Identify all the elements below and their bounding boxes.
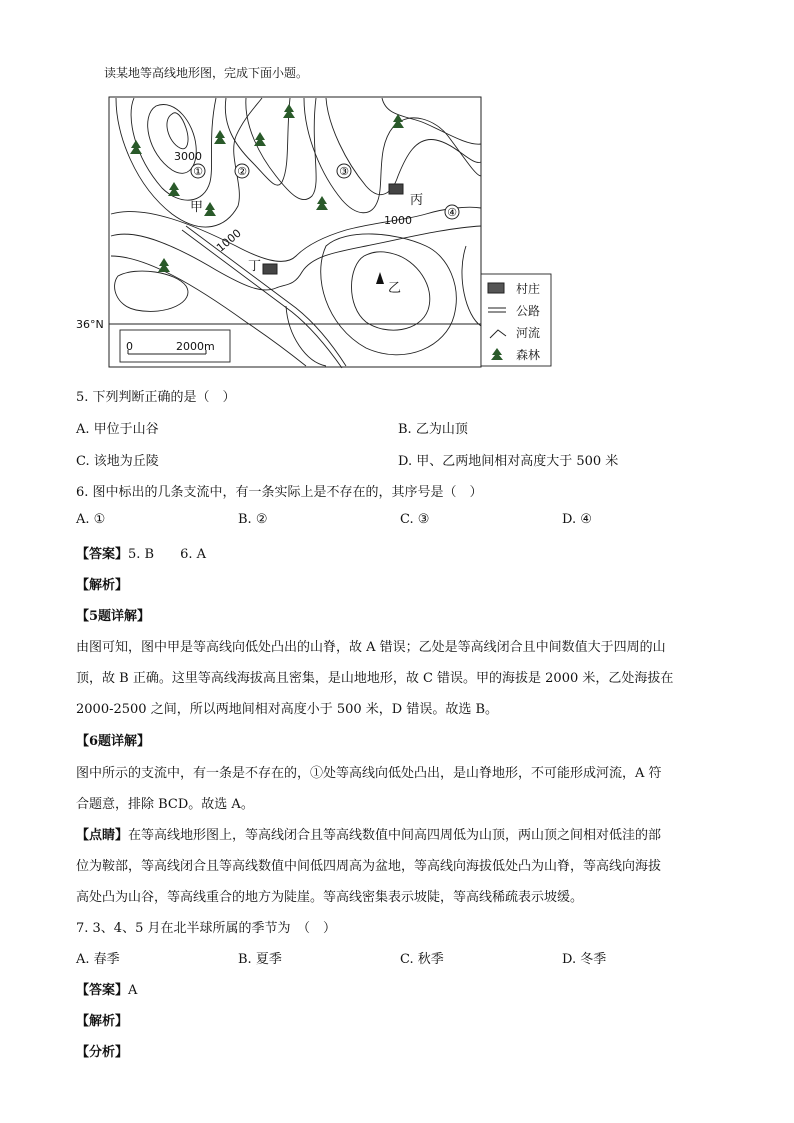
peak-yi-icon	[376, 272, 384, 284]
fenxi-label: 【分析】	[76, 1045, 129, 1060]
q7-option-b: B. 夏季	[238, 952, 282, 967]
q5-option-d: D. 甲、乙两地间相对高度大于 500 米	[398, 454, 619, 469]
q6-detail-line-2: 合题意，排除 BCD。故选 A。	[76, 797, 254, 812]
contour-label-3000: 3000	[174, 150, 202, 163]
scale-length: 2000m	[176, 340, 215, 353]
analysis-label-1: 【解析】	[76, 578, 129, 593]
contour-label-1000-a: 1000	[384, 214, 412, 227]
answer-label-2: 【答案】	[76, 983, 129, 998]
answer-text: 5. B 6. A	[128, 547, 207, 562]
map-frame	[109, 97, 481, 367]
tributary-3: ③	[339, 165, 349, 178]
q7-option-c: C. 秋季	[400, 952, 444, 967]
tip-line-1: 【点睛】在等高线地形图上，等高线闭合且等高线数值中间高四周低为山顶，两山顶之间相对低洼的部	[76, 828, 662, 843]
q6-detail-title: 【6题详解】	[76, 734, 151, 749]
tributary-4: ④	[447, 206, 457, 219]
analysis-label-2: 【解析】	[76, 1014, 129, 1029]
tip-line-2: 位为鞍部，等高线闭合且等高线数值中间低四周高为盆地，等高线向海拔低处凸为山脊，等高线向海拔	[76, 859, 662, 874]
place-yi: 乙	[388, 281, 402, 296]
answer-text-2: A	[128, 983, 138, 998]
q6-option-c: C. ③	[400, 512, 430, 527]
q6-stem: 6. 图中标出的几条支流中，有一条实际上是不存在的，其序号是（ ）	[76, 485, 483, 500]
latitude-label: 36°N	[76, 318, 104, 331]
q5-option-c: C. 该地为丘陵	[76, 454, 159, 469]
q7-stem: 7. 3、4、5 月在北半球所属的季节为 （ ）	[76, 921, 336, 936]
q6-option-a: A. ①	[76, 512, 106, 527]
q6-option-b: B. ②	[238, 512, 268, 527]
tip-line-3: 高处凸为山谷，等高线重合的地方为陡崖。等高线密集表示坡陡，等高线稀疏表示坡缓。	[76, 890, 584, 905]
q5-option-b: B. 乙为山顶	[398, 422, 468, 437]
legend-forest: 森林	[516, 348, 541, 362]
tributary-1: ①	[193, 165, 203, 178]
contour-label-1000-b: 1000	[214, 226, 244, 255]
contour-map	[76, 96, 552, 372]
legend-road: 公路	[516, 304, 541, 318]
q5-detail-line-3: 2000-2500 之间，所以两地间相对高度小于 500 米，D 错误。故选 B。	[76, 702, 499, 717]
answer-label: 【答案】	[76, 547, 129, 562]
village-bing-icon	[389, 184, 403, 194]
q6-option-d: D. ④	[562, 512, 592, 527]
answer-block-2	[76, 979, 137, 998]
village-ding-icon	[263, 264, 277, 274]
q5-detail-title: 【5题详解】	[76, 609, 151, 624]
scale-zero: 0	[126, 340, 133, 353]
q5-detail-line-1: 由图可知，图中甲是等高线向低处凸出的山脊，故 A 错误；乙处是等高线闭合且中间数值大于四周的山	[76, 640, 666, 655]
legend-village: 村庄	[516, 282, 541, 296]
contour-lines	[111, 98, 481, 366]
q5-detail-line-2: 顶，故 B 正确。这里等高线海拔高且密集，是山地地形，故 C 错误。甲的海拔是 2000 米，乙处海拔在	[76, 671, 674, 686]
intro-text: 读某地等高线地形图，完成下面小题。	[104, 66, 309, 80]
legend-river: 河流	[516, 326, 541, 340]
place-ding: 丁	[248, 259, 262, 274]
q5-option-a: A. 甲位于山谷	[76, 422, 159, 437]
tip-label: 【点睛】	[76, 828, 129, 843]
q7-option-d: D. 冬季	[562, 952, 607, 967]
place-jia: 甲	[190, 200, 204, 215]
q5-stem: 5. 下列判断正确的是（ ）	[76, 390, 236, 405]
tributary-2: ②	[237, 165, 247, 178]
tributary-markers	[191, 164, 459, 219]
q7-option-a: A. 春季	[76, 952, 120, 967]
answer-block-1	[76, 543, 206, 562]
legend-village-icon	[488, 283, 504, 293]
place-bing: 丙	[410, 193, 424, 208]
q6-detail-line-1: 图中所示的支流中，有一条是不存在的，①处等高线向低处凸出，是山脊地形，不可能形成河流，A 符	[76, 766, 662, 781]
